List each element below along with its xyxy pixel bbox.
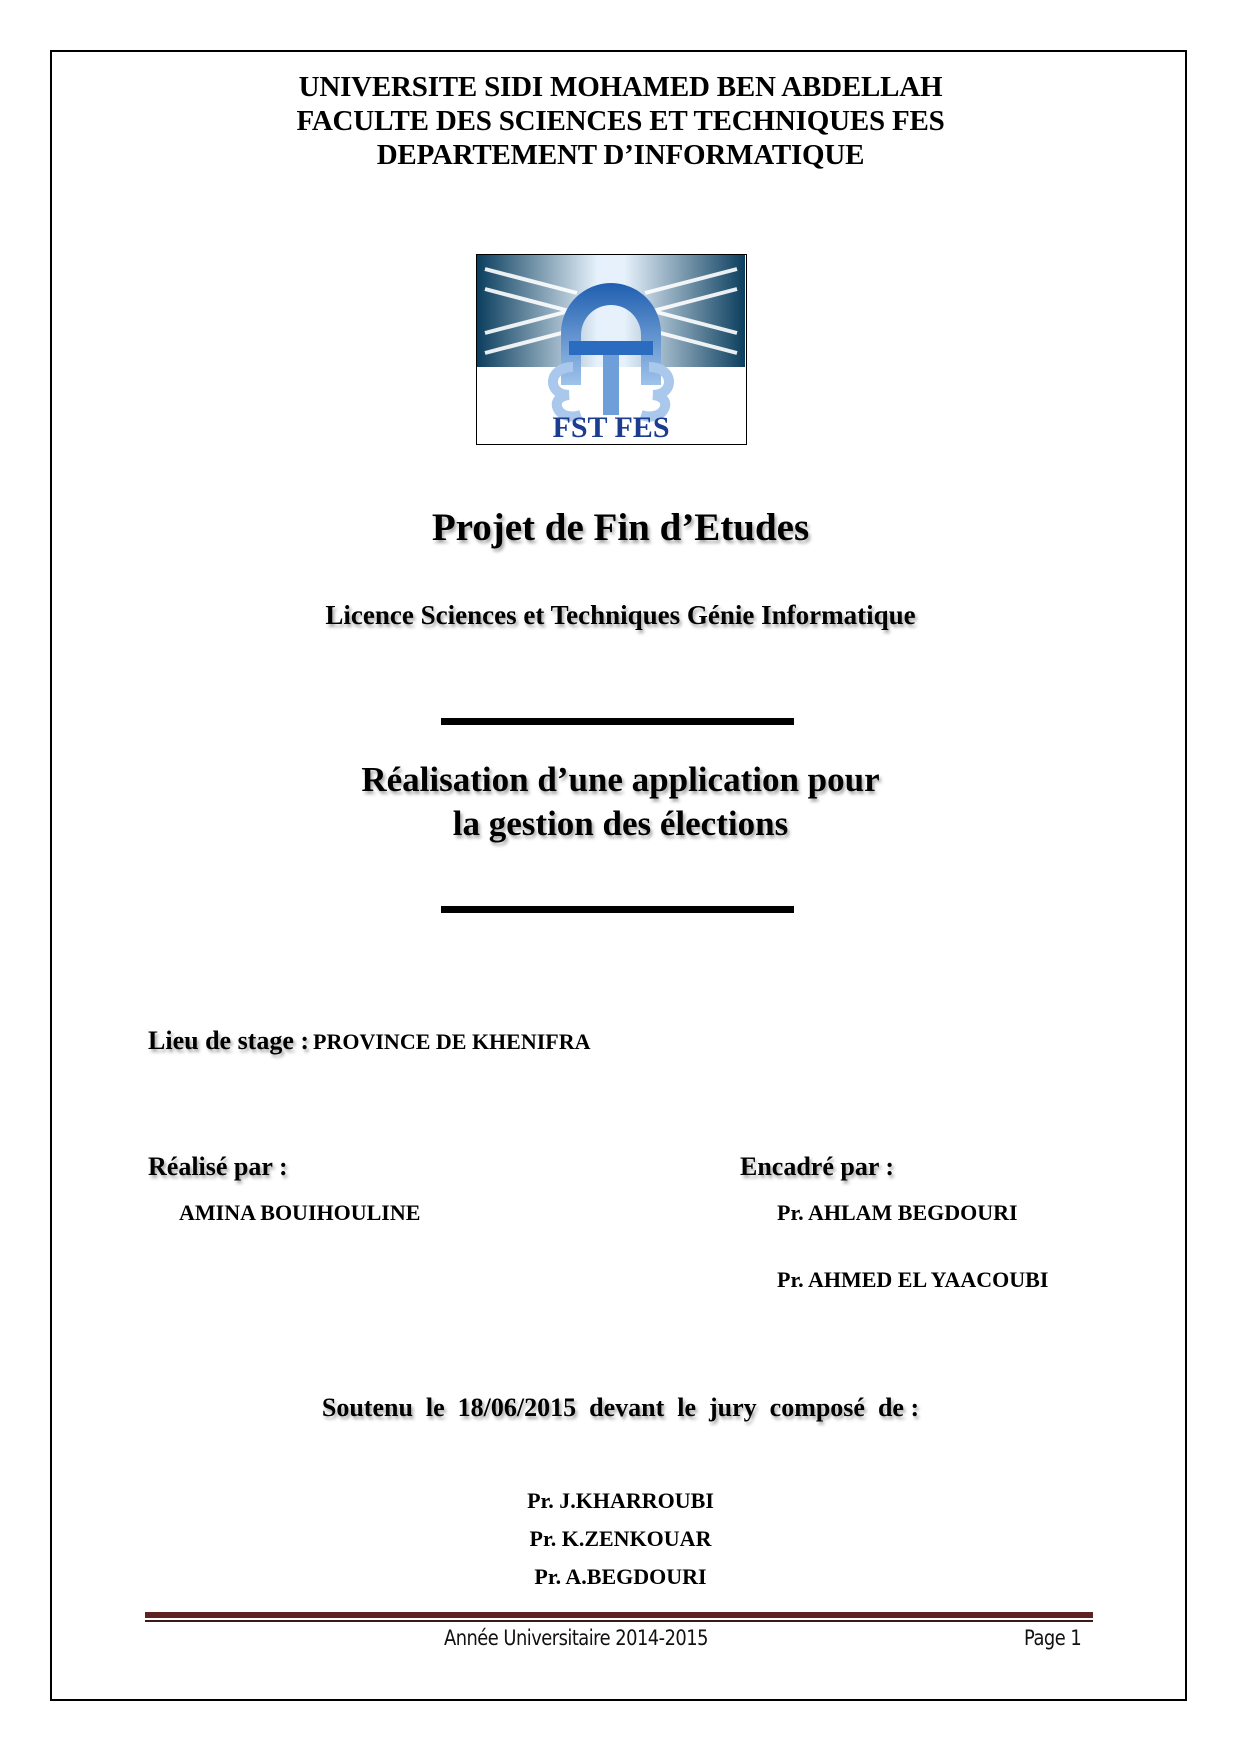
- department-name: DEPARTEMENT D’INFORMATIQUE: [376, 139, 865, 171]
- degree-subtitle: Licence Sciences et Techniques Génie Informatique: [325, 600, 916, 630]
- university-name: UNIVERSITE SIDI MOHAMED BEN ABDELLAH: [298, 71, 943, 103]
- internship-location: [148, 1026, 591, 1056]
- jury-member-1: Pr. J.KHARROUBI: [527, 1488, 714, 1513]
- supervisors-label: Encadré par :: [740, 1152, 895, 1181]
- defense-statement: Soutenu le 18/06/2015 devant le jury composé de :: [321, 1393, 920, 1422]
- author-name: AMINA BOUIHOULINE: [179, 1200, 421, 1225]
- supervisor-name-1: Pr. AHLAM BEGDOURI: [777, 1200, 1018, 1225]
- authors-label: Réalisé par :: [148, 1152, 288, 1181]
- internship-value: PROVINCE DE KHENIFRA: [313, 1029, 591, 1054]
- jury-member-3: Pr. A.BEGDOURI: [534, 1564, 707, 1589]
- footer-rule-thin: [145, 1620, 1093, 1622]
- title-rule-top: [441, 718, 794, 725]
- project-title-line-2: la gestion des élections: [452, 804, 789, 843]
- page-number: Page 1: [1024, 1626, 1082, 1650]
- logo-graphic-icon: [477, 255, 745, 443]
- jury-member-2: Pr. K.ZENKOUAR: [529, 1526, 712, 1551]
- academic-year: Année Universitaire 2014-2015: [444, 1626, 708, 1650]
- internship-label: Lieu de stage :: [148, 1026, 310, 1055]
- logo-text: FST FES: [552, 411, 670, 443]
- footer-rule-thick: [145, 1612, 1093, 1618]
- title-rule-bottom: [441, 906, 794, 913]
- project-title-line-1: Réalisation d’une application pour: [361, 760, 880, 799]
- supervisor-name-2: Pr. AHMED EL YAACOUBI: [777, 1267, 1049, 1292]
- fst-fes-logo-icon: [476, 254, 747, 445]
- document-type-title: Projet de Fin d’Etudes: [431, 506, 810, 549]
- faculty-name: FACULTE DES SCIENCES ET TECHNIQUES FES: [296, 105, 945, 137]
